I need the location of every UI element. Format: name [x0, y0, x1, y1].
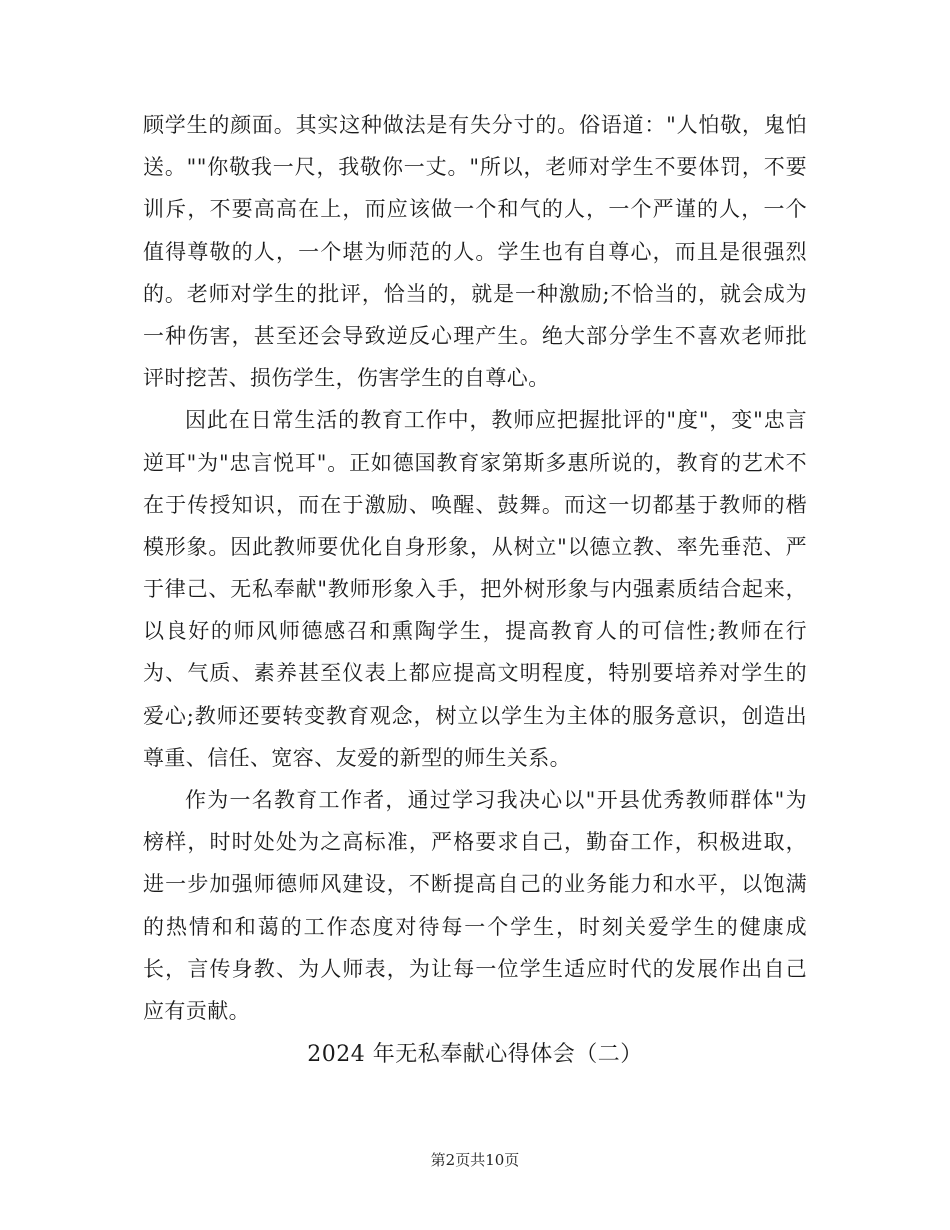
- text-line: 爱心;教师还要转变教育观念，树立以学生为主体的服务意识，创造出: [143, 703, 807, 728]
- text-line: 应有贡献。: [143, 998, 250, 1023]
- text-line: 训斥，不要高高在上，而应该做一个和气的人，一个严谨的人，一个: [143, 197, 807, 222]
- body-text: [143, 104, 807, 1032]
- page-number: 第2页共10页: [430, 1151, 520, 1169]
- text-line: 顾学生的颜面。其实这种做法是有失分寸的。俗语道："人怕敬，鬼怕: [143, 113, 807, 137]
- text-line: 榜样，时时处处为之高标准，严格要求自己，勤奋工作，积极进取，: [143, 830, 807, 855]
- text-line: 的。老师对学生的批评，恰当的，就是一种激励;不恰当的，就会成为: [143, 281, 807, 306]
- text-line: 作为一名教育工作者，通过学习我决心以"开县优秀教师群体"为: [185, 788, 807, 812]
- text-line: 值得尊敬的人，一个堪为师范的人。学生也有自尊心，而且是很强烈: [143, 239, 807, 264]
- text-line: 的热情和和蔼的工作态度对待每一个学生，时刻关爱学生的健康成: [143, 914, 807, 939]
- text-line: 因此在日常生活的教育工作中，教师应把握批评的"度"，变"忠言: [185, 408, 807, 433]
- section-heading: 2024 年无私奉献心得体会（二）: [307, 1042, 643, 1067]
- text-line: 模形象。因此教师要优化自身形象，从树立"以德立教、率先垂范、严: [143, 534, 807, 559]
- text-line: 在于传授知识，而在于激励、唤醒、鼓舞。而这一切都基于教师的楷: [143, 492, 807, 517]
- text-line: 逆耳"为"忠言悦耳"。正如德国教育家第斯多惠所说的，教育的艺术不: [143, 450, 807, 475]
- text-line: 送。""你敬我一尺，我敬你一丈。"所以，老师对学生不要体罚，不要: [143, 155, 807, 180]
- text-line: 一种伤害，甚至还会导致逆反心理产生。绝大部分学生不喜欢老师批: [143, 323, 807, 348]
- text-line: 进一步加强师德师风建设，不断提高自己的业务能力和水平，以饱满: [143, 872, 807, 897]
- text-line: 以良好的师风师德感召和熏陶学生，提高教育人的可信性;教师在行: [143, 619, 807, 644]
- text-line: 尊重、信任、宽容、友爱的新型的师生关系。: [143, 745, 571, 770]
- text-line: 于律己、无私奉献"教师形象入手，把外树形象与内强素质结合起来，: [143, 577, 807, 602]
- text-line: 为、气质、素养甚至仪表上都应提高文明程度，特别要培养对学生的: [143, 661, 807, 686]
- text-line: 评时挖苦、损伤学生，伤害学生的自尊心。: [143, 366, 550, 391]
- text-line: 长，言传身教、为人师表，为让每一位学生适应时代的发展作出自己: [143, 956, 807, 981]
